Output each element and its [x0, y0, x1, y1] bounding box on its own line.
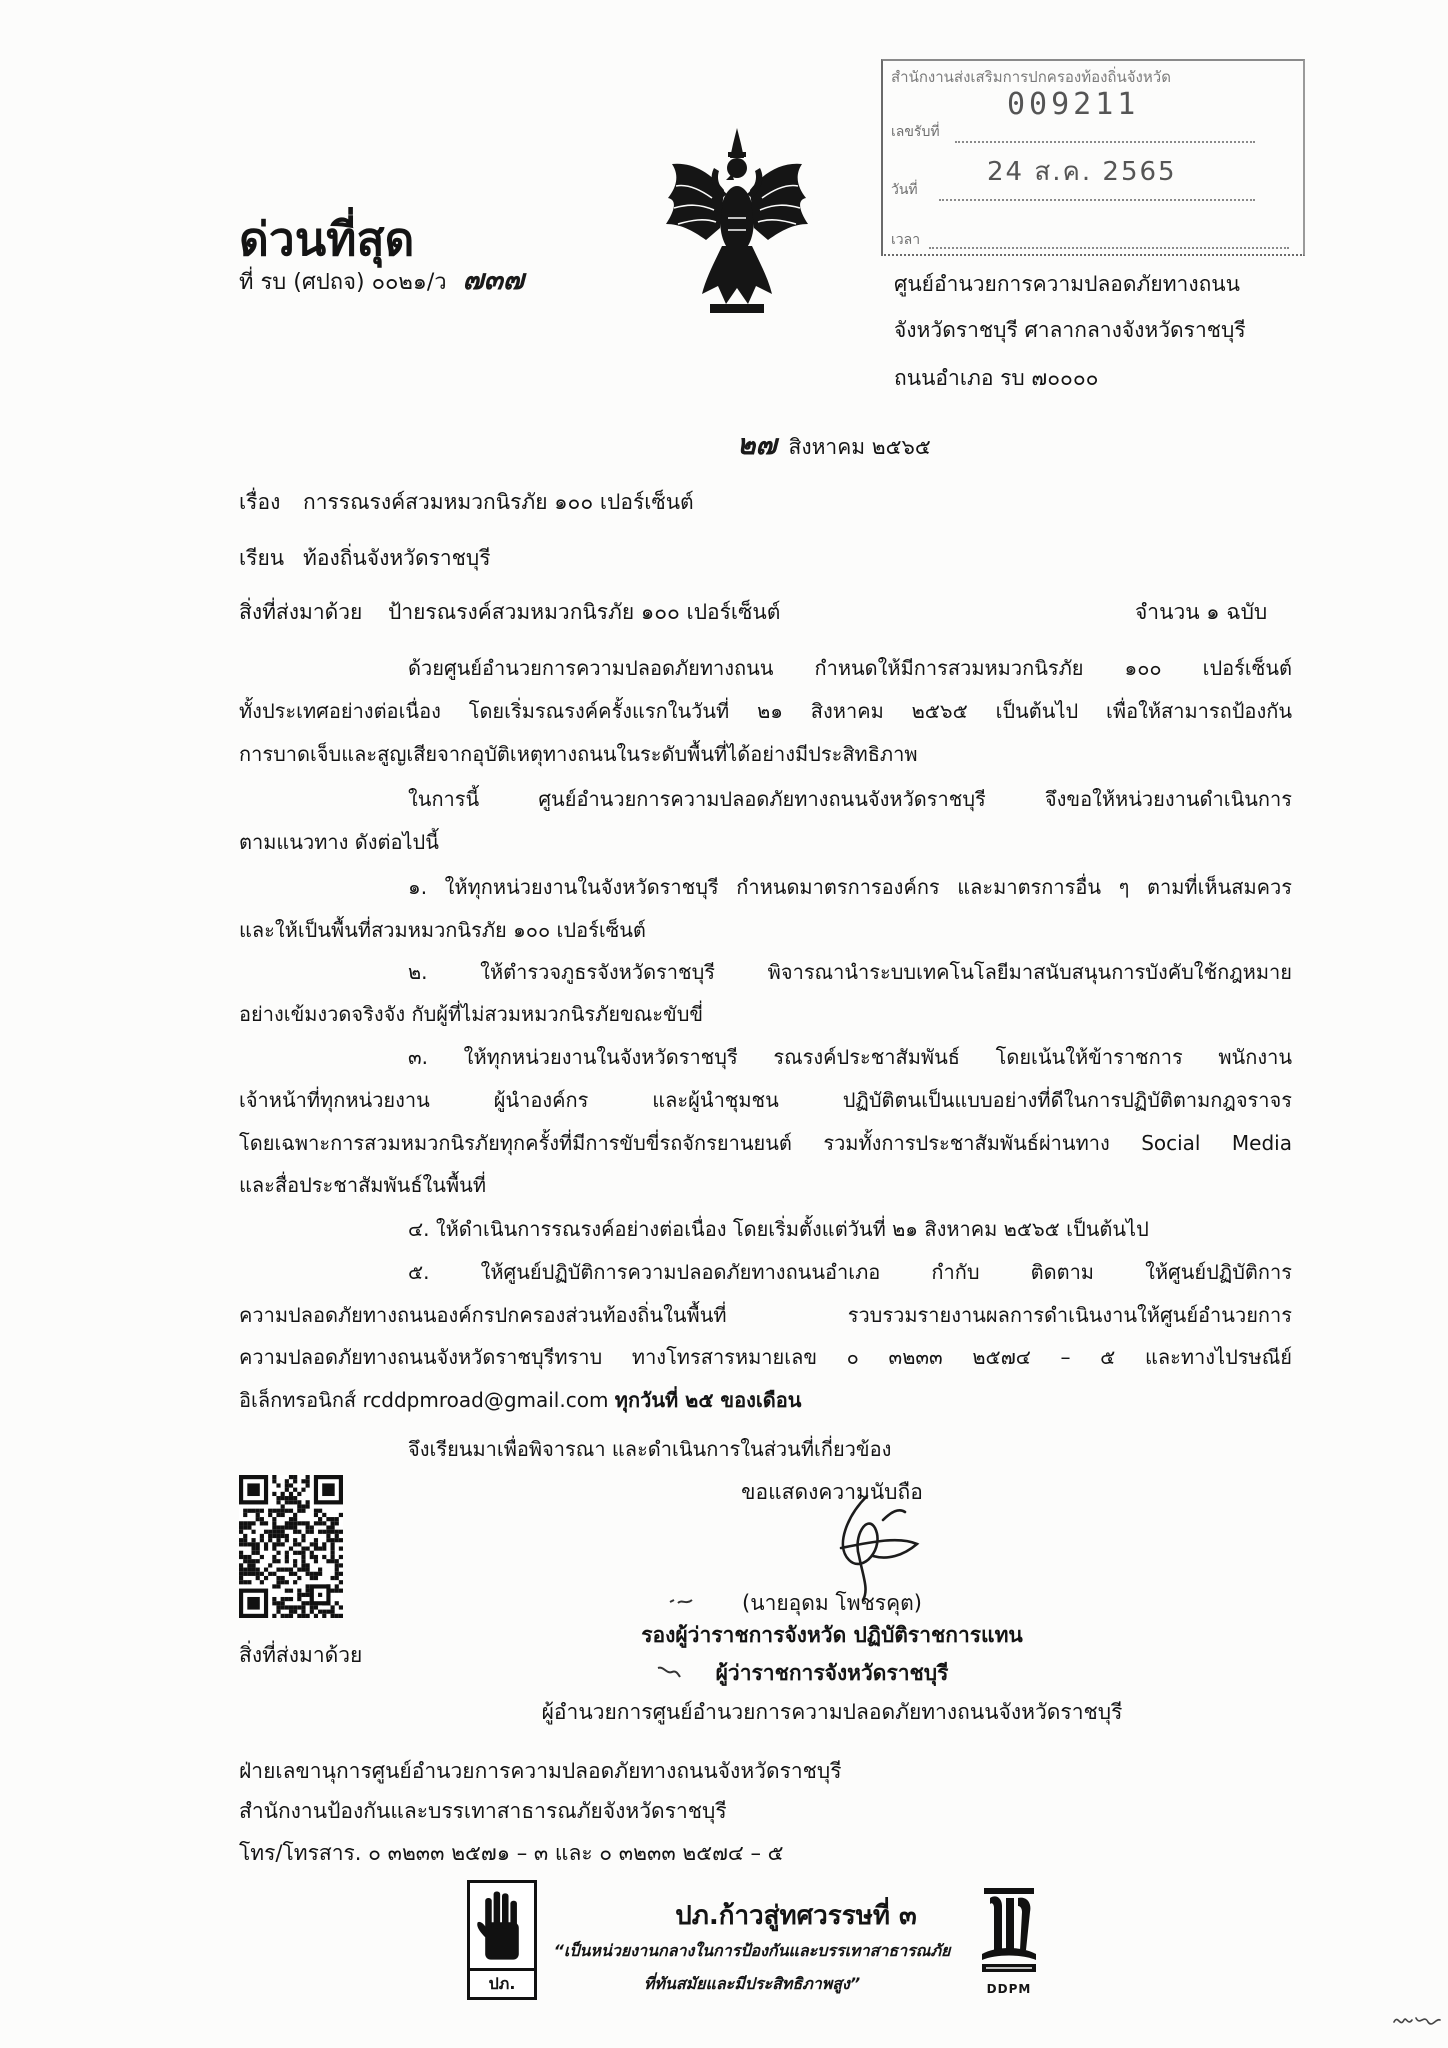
email-line — [239, 1379, 1292, 1422]
stamp-time-label: เวลา — [891, 232, 921, 248]
urgency-label: ด่วนที่สุด — [239, 212, 415, 266]
sender-address-line: ถนนอำเภอ รบ ๗๐๐๐๐ — [894, 366, 1099, 390]
stamp-received-number: 009211 — [1007, 87, 1140, 122]
subject-label: เรื่อง — [239, 490, 281, 514]
hand-icon — [474, 1887, 530, 1965]
handwritten-initials-mark — [1392, 2008, 1442, 2034]
signatory-position: รองผู้ว่าราชการจังหวัด ปฏิบัติราชการแทน — [641, 1623, 1023, 1647]
footer-office: สำนักงานป้องกันและบรรเทาสาธารณภัยจังหวัดราชบุรี — [239, 1799, 727, 1823]
stamp-date-label: วันที่ — [891, 182, 918, 198]
slogan-line: ที่ทันสมัยและมีประสิทธิภาพสูง” — [643, 1974, 861, 1993]
qr-code-icon — [239, 1475, 343, 1618]
stamp-date: 24 ส.ค. 2565 — [987, 157, 1177, 187]
body-line: การบาดเจ็บและสูญเสียจากอุบัติเหตุทางถนนในระดับพื้นที่ได้อย่างมีประสิทธิภาพ — [239, 742, 918, 766]
footer-phone: โทร/โทรสาร. ๐ ๓๒๓๓ ๒๕๗๑ – ๓ และ ๐ ๓๒๓๓ ๒๕๗๔ – ๕ — [239, 1841, 784, 1865]
body-line: และให้เป็นพื้นที่สวมหมวกนิรภัย ๑๐๐ เปอร์เซ็นต์ — [239, 918, 646, 942]
qr-caption: สิ่งที่ส่งมาด้วย — [239, 1643, 363, 1667]
recipient-value: ท้องถิ่นจังหวัดราชบุรี — [303, 546, 491, 570]
received-stamp — [881, 59, 1305, 256]
list-item-1: ๑. ให้ทุกหน่วยงานในจังหวัดราชบุรี กำหนดมาตรการองค์กร และมาตรการอื่น ๆ ตามที่เห็นสมควร — [408, 875, 1292, 899]
signatory-name: (นายอุดม โพชรคุต) — [742, 1591, 922, 1615]
date-day-handwritten: ๒๗ — [737, 428, 777, 461]
enclosure-quantity: จำนวน ๑ ฉบับ — [1135, 600, 1268, 624]
body-line: โดยเฉพาะการสวมหมวกนิรภัยทุกครั้งที่มีการขับขี่รถจักรยานยนต์ รวมทั้งการประชาสัมพันธ์ผ่านทาง Social Media — [239, 1131, 1292, 1155]
body-line: ตามแนวทาง ดังต่อไปนี้ — [239, 830, 439, 854]
reference-number — [239, 258, 524, 304]
signatory-position: ผู้อำนวยการศูนย์อำนวยการความปลอดภัยทางถนนจังหวัดราชบุรี — [541, 1700, 1123, 1724]
slogan-title: ปภ.ก้าวสู่ทศวรรษที่ ๓ — [675, 1901, 917, 1931]
subject-value: การรณรงค์สวมหมวกนิรภัย ๑๐๐ เปอร์เซ็นต์ — [303, 490, 694, 514]
ddpm-emblem-icon — [976, 1880, 1042, 1976]
logo-left-text: ปภ. — [470, 1968, 534, 1997]
footer-department: ฝ่ายเลขานุการศูนย์อำนวยการความปลอดภัยทางถนนจังหวัดราชบุรี — [239, 1759, 842, 1783]
slogan-line: “เป็นหน่วยงานกลางในการป้องกันและบรรเทาสาธารณภัย — [553, 1941, 951, 1960]
document-date — [737, 423, 931, 466]
list-item-2: ๒. ให้ตำรวจภูธรจังหวัดราชบุรี พิจารณานำระบบเทคโนโลยีมาสนับสนุนการบังคับใช้กฎหมาย — [408, 960, 1292, 984]
ddpm-hand-logo — [467, 1880, 537, 2000]
body-line: ในการนี้ ศูนย์อำนวยการความปลอดภัยทางถนนจังหวัดราชบุรี จึงขอให้หน่วยงานดำเนินการ — [408, 787, 1292, 811]
recipient-label: เรียน — [239, 546, 285, 570]
report-deadline: ทุกวันที่ ๒๕ ของเดือน — [614, 1388, 802, 1412]
signatory-position: ผู้ว่าราชการจังหวัดราชบุรี — [715, 1661, 949, 1685]
logo-right-text: DDPM — [986, 1982, 1032, 1996]
ddpm-logo — [972, 1880, 1046, 1998]
enclosure-value: ป้ายรณรงค์สวมหมวกนิรภัย ๑๐๐ เปอร์เซ็นต์ — [388, 600, 781, 624]
stamp-dotted-line — [939, 199, 1255, 201]
stamp-received-number-label: เลขรับที่ — [891, 124, 940, 140]
email-address-text: อิเล็กทรอนิกส์ rcddpmroad@gmail.com — [239, 1388, 609, 1412]
stamp-dotted-line — [929, 247, 1289, 249]
body-line: ความปลอดภัยทางถนนองค์กรปกครองส่วนท้องถิ่นในพื้นที่ รวบรวมรายงานผลการดำเนินงานให้ศูนย์อำนวยการ — [239, 1303, 1292, 1327]
reference-handwritten-number: ๗๓๗ — [462, 263, 524, 296]
enclosure-label: สิ่งที่ส่งมาด้วย — [239, 600, 363, 624]
body-line: ความปลอดภัยทางถนนจังหวัดราชบุรีทราบ ทางโทรสารหมายเลข ๐ ๓๒๓๓ ๒๕๗๔ – ๕ และทางไปรษณีย์ — [239, 1345, 1292, 1369]
body-line: และสื่อประชาสัมพันธ์ในพื้นที่ — [239, 1173, 487, 1197]
body-line: อย่างเข้มงวดจริงจัง กับผู้ที่ไม่สวมหมวกนิรภัยขณะขับขี่ — [239, 1002, 704, 1026]
date-month-year: สิงหาคม ๒๕๖๕ — [788, 435, 931, 459]
body-line: ทั้งประเทศอย่างต่อเนื่อง โดยเริ่มรณรงค์ครั้งแรกในวันที่ ๒๑ สิงหาคม ๒๕๖๕ เป็นต้นไป เพื่อให้สามารถป้องกัน — [239, 699, 1292, 723]
garuda-emblem-icon — [662, 128, 812, 315]
stamp-dotted-line — [955, 141, 1255, 143]
list-item-3: ๓. ให้ทุกหน่วยงานในจังหวัดราชบุรี รณรงค์ประชาสัมพันธ์ โดยเน้นให้ข้าราชการ พนักงาน — [408, 1045, 1292, 1069]
body-line: ด้วยศูนย์อำนวยการความปลอดภัยทางถนน กำหนดให้มีการสวมหมวกนิรภัย ๑๐๐ เปอร์เซ็นต์ — [408, 656, 1292, 680]
list-item-5: ๕. ให้ศูนย์ปฏิบัติการความปลอดภัยทางถนนอำเภอ กำกับ ติดตาม ให้ศูนย์ปฏิบัติการ — [408, 1260, 1292, 1284]
sender-address-line: ศูนย์อำนวยการความปลอดภัยทางถนน — [894, 272, 1241, 296]
reference-prefix: ที่ รบ (ศปถจ) ๐๐๒๑/ว — [239, 270, 447, 295]
closing-line: จึงเรียนมาเพื่อพิจารณา และดำเนินการในส่วนที่เกี่ยวข้อง — [408, 1437, 892, 1461]
list-item-4: ๔. ให้ดำเนินการรณรงค์อย่างต่อเนื่อง โดยเริ่มตั้งแต่วันที่ ๒๑ สิงหาคม ๒๕๖๕ เป็นต้นไป — [408, 1217, 1149, 1241]
body-line: เจ้าหน้าที่ทุกหน่วยงาน ผู้นำองค์กร และผู้นำชุมชน ปฏิบัติตนเป็นแบบอย่างที่ดีในการปฏิบัติตามกฎจราจร — [239, 1088, 1292, 1112]
sender-address-line: จังหวัดราชบุรี ศาลากลางจังหวัดราชบุรี — [894, 318, 1246, 342]
valediction: ขอแสดงความนับถือ — [741, 1480, 923, 1504]
stamp-office-name: สำนักงานส่งเสริมการปกครองท้องถิ่นจังหวัด — [891, 68, 1171, 86]
